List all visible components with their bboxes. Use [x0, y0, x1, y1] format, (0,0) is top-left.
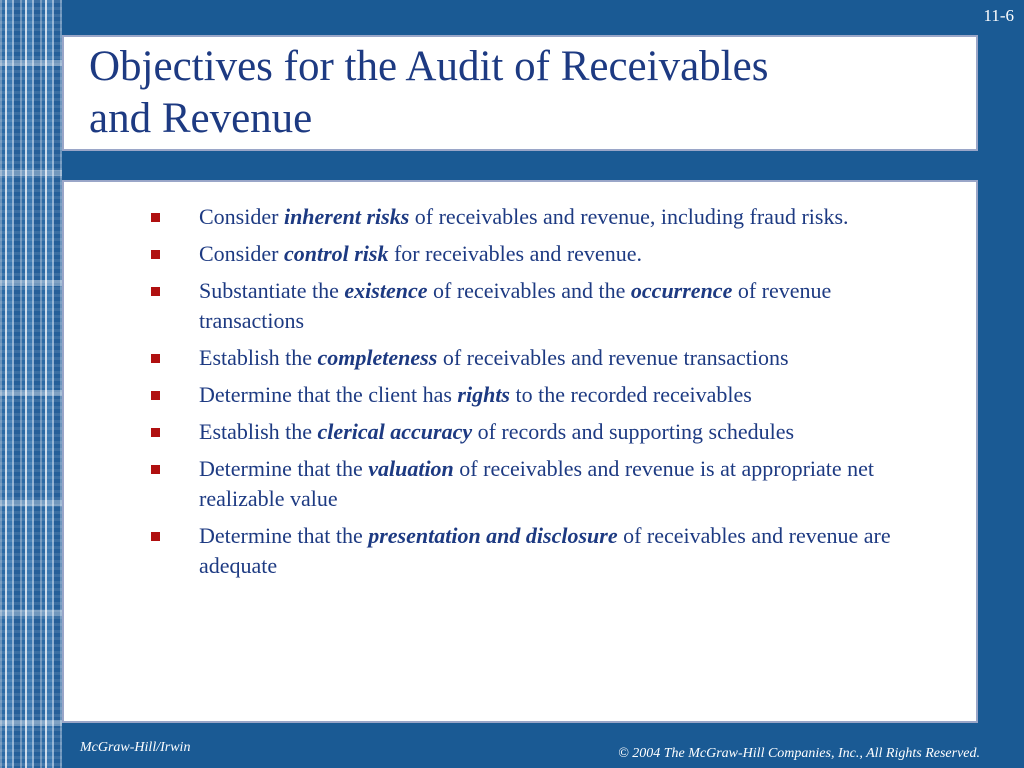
footer-publisher: McGraw-Hill/Irwin: [80, 740, 191, 755]
square-bullet-icon: [151, 354, 160, 363]
footer-copyright: © 2004 The McGraw-Hill Companies, Inc., All Rights Reserved.: [618, 746, 980, 761]
slide-page-number: 11-6: [983, 6, 1014, 25]
objectives-list: [149, 202, 919, 588]
bullet-text: Determine that the: [199, 456, 369, 481]
list-item: [149, 380, 919, 410]
bullet-emphasis: occurrence: [630, 278, 733, 303]
decorative-stripe-band: [0, 0, 62, 768]
bullet-emphasis: control risk: [283, 241, 389, 266]
bullet-text: of records and supporting schedules: [472, 419, 795, 444]
bullet-text: Substantiate the: [199, 278, 345, 303]
bullet-emphasis: completeness: [317, 345, 438, 370]
square-bullet-icon: [151, 213, 160, 222]
list-item: [149, 521, 919, 581]
bullet-text: of receivables and the: [427, 278, 631, 303]
square-bullet-icon: [151, 465, 160, 474]
square-bullet-icon: [151, 287, 160, 296]
bullet-text: Consider: [199, 241, 284, 266]
list-item: [149, 239, 919, 269]
bullet-text: for receivables and revenue.: [388, 241, 642, 266]
bullet-emphasis: existence: [344, 278, 428, 303]
bullet-text: Consider: [199, 204, 284, 229]
bullet-emphasis: inherent risks: [283, 204, 410, 229]
bullet-text: of revenue transactions: [199, 278, 832, 333]
bullet-text: of receivables and revenue are adequate: [199, 523, 891, 578]
bullet-text: Establish the: [199, 419, 318, 444]
bullet-text: Determine that the client has: [199, 382, 458, 407]
square-bullet-icon: [151, 250, 160, 259]
bullet-text: Determine that the: [199, 523, 369, 548]
bullet-emphasis: clerical accuracy: [317, 419, 473, 444]
bullet-text: of receivables and revenue transactions: [437, 345, 789, 370]
title-panel: [62, 35, 978, 151]
bullet-text: of receivables and revenue is at appropriate net realizable value: [199, 456, 875, 511]
list-item: [149, 417, 919, 447]
bullet-text: of receivables and revenue, including fraud risks.: [409, 204, 849, 229]
bullet-emphasis: presentation and disclosure: [368, 523, 618, 548]
slide-title-line-1: Objectives for the Audit of Receivables: [89, 43, 769, 90]
square-bullet-icon: [151, 532, 160, 541]
bullet-text: Establish the: [199, 345, 318, 370]
square-bullet-icon: [151, 428, 160, 437]
content-panel: [62, 180, 978, 723]
slide-title-line-2: and Revenue: [89, 95, 313, 142]
list-item: [149, 276, 919, 336]
bullet-text: to the recorded receivables: [510, 382, 752, 407]
bullet-emphasis: valuation: [368, 456, 454, 481]
list-item: [149, 202, 919, 232]
slide-title: [89, 41, 768, 145]
list-item: [149, 454, 919, 514]
bullet-emphasis: rights: [457, 382, 510, 407]
list-item: [149, 343, 919, 373]
square-bullet-icon: [151, 391, 160, 400]
